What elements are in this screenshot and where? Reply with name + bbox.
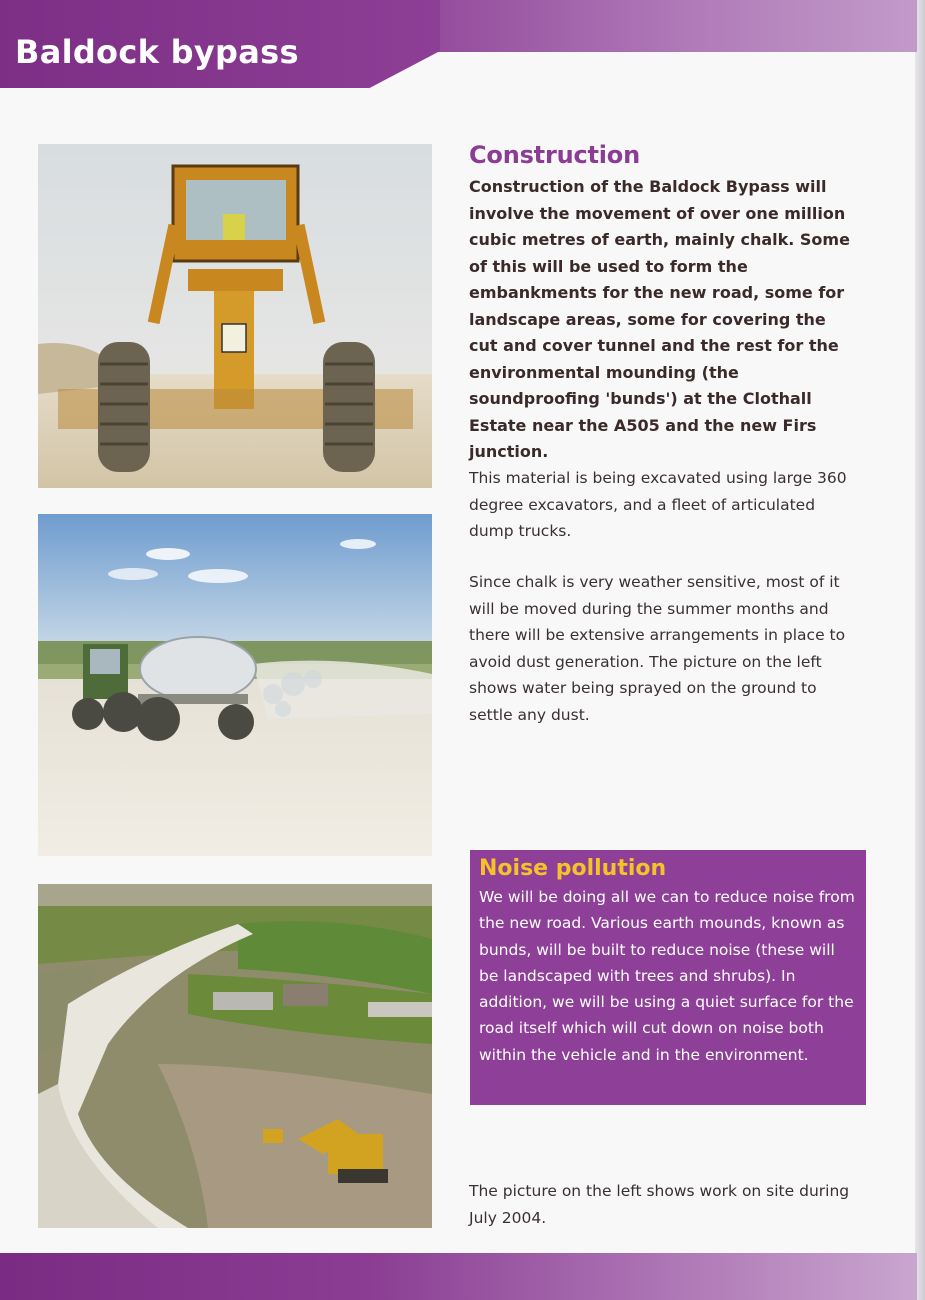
page-edge <box>915 0 925 1300</box>
motor-grader-photo <box>38 144 432 488</box>
noise-body: We will be doing all we can to reduce noise from the new road. Various earth mounds, known as bunds, will be built to reduce noise (these will be landscaped with trees and shrubs). In addition, we will be using a quiet surface for the road itself which will cut down on noise both within the vehicle and in the environment. <box>479 888 855 1064</box>
material-paragraph: This material is being excavated using large 360 degree excavators, and a fleet of articulated dump trucks. <box>469 469 847 540</box>
tractor-water-tanker-image <box>38 514 432 856</box>
grader-vehicle-image <box>38 144 432 488</box>
page-title: Baldock bypass <box>15 33 299 71</box>
water-bowser-photo <box>38 514 432 856</box>
aerial-site-photo <box>38 884 432 1228</box>
construction-heading: Construction <box>469 141 640 169</box>
site-caption: The picture on the left shows work on site during July 2004. <box>469 1182 850 1227</box>
chalk-paragraph: Since chalk is very weather sensitive, most of it will be moved during the summer months and there will be extensive arrangements in place to avoid dust generation. The picture on the left shows water being sprayed on the ground to settle any dust. <box>469 573 846 724</box>
construction-body: Construction of the Baldock Bypass will involve the movement of over one million cubic metres of earth, mainly chalk. Some of this will be used to form the embankments for the new road, some for landscape areas, some for covering the cut and cover tunnel and the rest for the environmental mounding (the soundproofing 'bunds') at the Clothall Estate near the A505 and the new Firs junction. <box>469 177 850 461</box>
footer-band <box>0 1253 917 1300</box>
noise-heading: Noise pollution <box>479 856 667 881</box>
aerial-construction-site-image <box>38 884 432 1228</box>
noise-pollution-box <box>470 850 866 1105</box>
